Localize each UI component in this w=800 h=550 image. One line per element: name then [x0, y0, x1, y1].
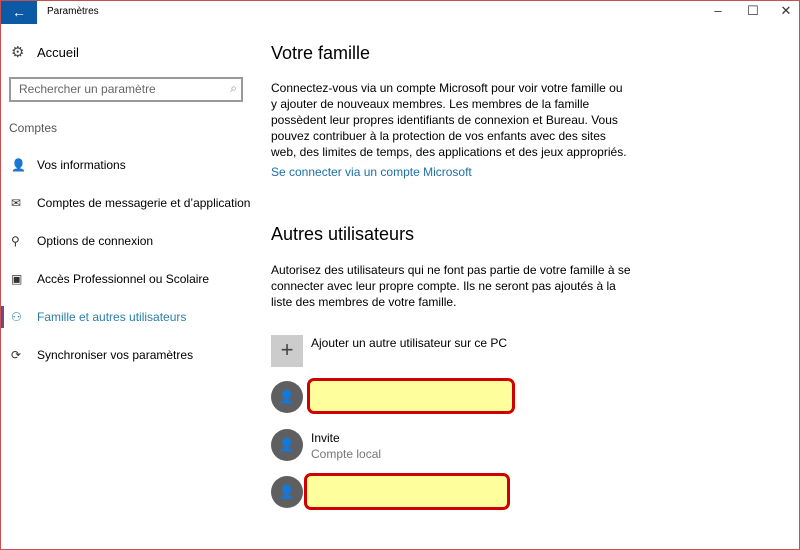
- avatar: 👤: [271, 476, 303, 508]
- family-description: Connectez-vous via un compte Microsoft pour voir votre famille ou y ajouter de nouveaux membres. Les membres de la famille possèdent leur propres identifiants de connexion et Bureau. Vous pouvez contribuer à la protection de vos enfants avec des sites web, des limites de temps, des applications et des jeux appropriés.: [271, 81, 627, 159]
- sidebar-item-famille[interactable]: [1, 306, 261, 328]
- sync-icon: ⟳: [11, 348, 22, 362]
- family-heading: Votre famille: [271, 43, 371, 63]
- search-input[interactable]: [9, 77, 243, 102]
- person-info-icon: 👤: [11, 158, 26, 172]
- sidebar-item-synchroniser[interactable]: [1, 344, 261, 366]
- nav-label: Accès Professionnel ou Scolaire: [37, 272, 210, 286]
- title-bar: [1, 0, 800, 24]
- close-button[interactable]: ✕: [780, 3, 792, 18]
- microsoft-signin-link[interactable]: Se connecter via un compte Microsoft: [271, 165, 472, 179]
- window-title: Paramètres: [47, 6, 99, 17]
- sidebar-item-acces-professionnel[interactable]: [1, 268, 261, 290]
- avatar: 👤: [271, 429, 303, 461]
- plus-icon: +: [280, 337, 294, 362]
- redacted-user-name[interactable]: [307, 378, 515, 414]
- gear-icon: ⚙: [11, 44, 25, 61]
- add-user-label[interactable]: Ajouter un autre utilisateur sur ce PC: [311, 336, 508, 350]
- add-user-button[interactable]: [271, 335, 303, 367]
- sidebar-item-vos-informations[interactable]: [1, 154, 261, 176]
- others-description: Autorisez des utilisateurs qui ne font pas partie de votre famille à se connecter avec leur propre compte. Ils ne seront pas ajoutés à la liste des membres de votre famille.: [271, 263, 631, 309]
- key-icon: ⚲: [11, 234, 20, 248]
- back-button[interactable]: [1, 1, 37, 24]
- section-label: Comptes: [9, 121, 58, 135]
- search-icon: ⌕: [230, 81, 237, 95]
- sidebar-item-comptes-messagerie[interactable]: [1, 192, 261, 214]
- minimize-button[interactable]: –: [714, 3, 722, 18]
- search-placeholder: Rechercher un paramètre: [19, 82, 156, 96]
- arrow-left-icon: ←: [12, 4, 26, 20]
- home-label: Accueil: [37, 44, 79, 60]
- sidebar-home[interactable]: [11, 43, 79, 61]
- nav-label: Comptes de messagerie et d’application: [37, 196, 251, 210]
- redacted-user-name[interactable]: [304, 473, 510, 510]
- nav-label: Synchroniser vos paramètres: [37, 348, 194, 362]
- person-add-icon: ⚇: [11, 310, 22, 324]
- briefcase-icon: ▣: [11, 272, 23, 286]
- guest-user-name[interactable]: Invite: [311, 431, 340, 445]
- nav-label: Vos informations: [37, 158, 126, 172]
- others-heading: Autres utilisateurs: [271, 224, 415, 244]
- nav-label: Famille et autres utilisateurs: [37, 310, 187, 324]
- nav-label: Options de connexion: [37, 234, 154, 248]
- sidebar-item-options-connexion[interactable]: [1, 230, 261, 252]
- mail-icon: ✉: [11, 196, 22, 210]
- avatar: 👤: [271, 381, 303, 413]
- maximize-button[interactable]: ☐: [747, 3, 759, 18]
- guest-account-type: Compte local: [311, 447, 382, 461]
